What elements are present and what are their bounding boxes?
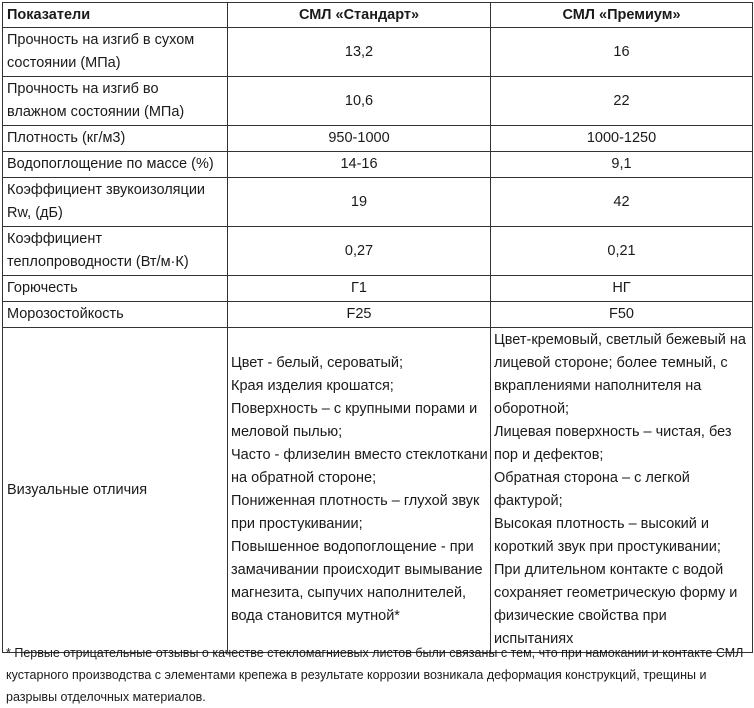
row-label: Плотность (кг/м3): [3, 126, 228, 152]
table-row: [3, 152, 753, 178]
list-item: Лицевая поверхность – чистая, без пор и дефектов;: [494, 424, 732, 463]
standard-value: F25: [228, 302, 491, 328]
footnote: * Первые отрицательные отзывы о качестве стекломагниевых листов были связаны с тем, что при намокании и контакте СМЛ кустарного производства с элементами крепежа в результате коррозии возникала деформация конструкций, трещины и разрывы отделочных материалов.: [6, 646, 744, 704]
row-label: Прочность на изгиб во влажном состоянии (МПа): [3, 77, 228, 126]
row-label: Горючесть: [3, 276, 228, 302]
premium-visual-list: [491, 328, 753, 653]
list-item: Высокая плотность – высокий и короткий звук при простукивании;: [494, 516, 721, 555]
table-row: [3, 28, 753, 77]
list-item: Цвет-кремовый, светлый бежевый на лицевой стороне; более темный, с вкраплениями наполнителя на оборотной;: [494, 332, 746, 417]
row-label: Коэффициент теплопроводности (Вт/м·К): [3, 227, 228, 276]
header-row: [3, 3, 753, 28]
table-row: [3, 302, 753, 328]
standard-value: 14-16: [228, 152, 491, 178]
standard-value: Г1: [228, 276, 491, 302]
table-row: [3, 227, 753, 276]
standard-value: 950-1000: [228, 126, 491, 152]
list-item: Пониженная плотность – глухой звук при простукивании;: [231, 493, 480, 532]
premium-value: 22: [491, 77, 753, 126]
row-label: Водопоглощение по массе (%): [3, 152, 228, 178]
standard-value: 0,27: [228, 227, 491, 276]
table-row: [3, 276, 753, 302]
comparison-table: [2, 2, 753, 653]
list-item: Часто - флизелин вместо стеклоткани на обратной стороне;: [231, 447, 488, 486]
list-item: При длительном контакте с водой сохраняет геометрическую форму и физические свойства при испытаниях: [494, 562, 738, 647]
row-label: Визуальные отличия: [3, 328, 228, 653]
standard-value: 19: [228, 178, 491, 227]
header-premium: СМЛ «Премиум»: [491, 3, 753, 28]
list-item: Края изделия крошатся;: [231, 378, 394, 394]
standard-value: 13,2: [228, 28, 491, 77]
row-label: Прочность на изгиб в сухом состоянии (МПа): [3, 28, 228, 77]
premium-value: 1000-1250: [491, 126, 753, 152]
table-row: [3, 77, 753, 126]
premium-value: 16: [491, 28, 753, 77]
premium-value: F50: [491, 302, 753, 328]
premium-value: 0,21: [491, 227, 753, 276]
table-row: [3, 178, 753, 227]
premium-value: НГ: [491, 276, 753, 302]
list-item: Поверхность – с крупными порами и меловой пылью;: [231, 401, 478, 440]
header-indicators: Показатели: [3, 3, 228, 28]
standard-visual-list: [228, 328, 491, 653]
premium-value: 9,1: [491, 152, 753, 178]
row-label: Морозостойкость: [3, 302, 228, 328]
list-item: Цвет - белый, сероватый;: [231, 355, 404, 371]
list-item: Повышенное водопоглощение - при замачивании происходит вымывание магнезита, сыпучих наполнителей, вода становится мутной*: [231, 539, 483, 624]
list-item: Обратная сторона – с легкой фактурой;: [494, 470, 690, 509]
table-row: [3, 126, 753, 152]
standard-value: 10,6: [228, 77, 491, 126]
premium-value: 42: [491, 178, 753, 227]
row-label: Коэффициент звукоизоляции Rw, (дБ): [3, 178, 228, 227]
table-row-visual: [3, 328, 753, 653]
header-standard: СМЛ «Стандарт»: [228, 3, 491, 28]
